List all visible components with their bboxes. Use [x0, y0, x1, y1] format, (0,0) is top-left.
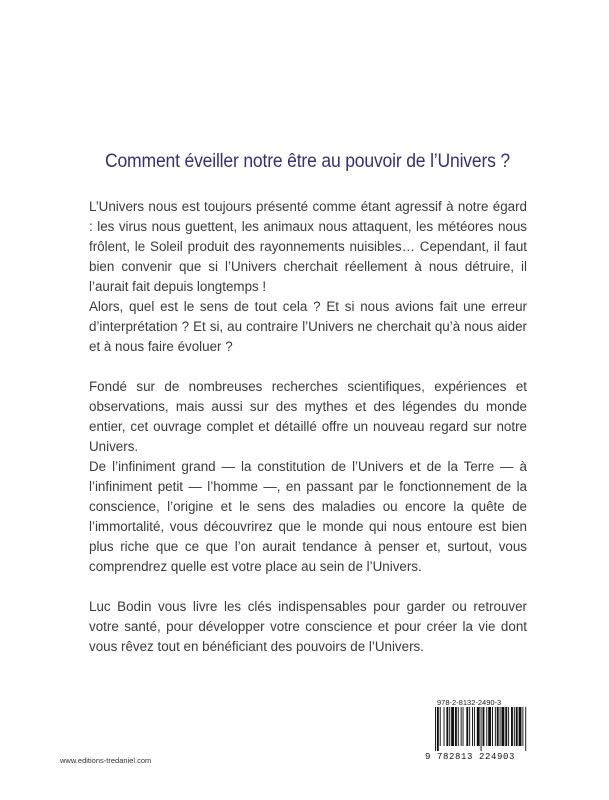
paragraph: Luc Bodin vous livre les clés indispensables pour garder ou retrouver votre santé, pour développer votre conscience et pour créer la vie dont vous rêvez tout en bénéficiant des pouvoirs de l’Univers. — [89, 599, 527, 654]
paragraph: Fondé sur de nombreuses recherches scientifiques, expériences et observations, mais aussi sur des mythes et des légendes du monde entier, cet ouvrage complet et détaillé offre un nouveau regard sur notre Univers. — [89, 379, 527, 454]
paragraph: De l’infiniment grand — la constitution de l’Univers et de la Terre — à l’infiniment petit — l’homme —, en passant par le fonctionnement de la conscience, l’origine et le sens des maladies ou encore la quête de l’immortalité, vous découvrirez que le monde qui nous entoure est bien plus riche que ce que l’on aurait tendance à penser et, surtout, vous comprendrez quelle est votre place au sein de l’Univers. — [89, 459, 527, 574]
barcode-icon — [433, 707, 549, 751]
page-title: Comment éveiller notre être au pouvoir de l’Univers ? — [104, 150, 511, 172]
paragraph: Alors, quel est le sens de tout cela ? Et si nous avions fait une erreur d’interprétation ? Et si, au contraire l’Univers ne cherchait qu’à nous aider et à nous faire évoluer ? — [89, 299, 527, 354]
paragraph: L’Univers nous est toujours présenté comme étant agressif à notre égard : les virus nous guettent, les animaux nous attaquent, les météores nous frôlent, le Soleil produit des rayonnements nuisibles… Cependant, il faut bien convenir que si l’Univers cherchait réellement à nous détruire, il l’aurait fait depuis longtemps ! — [89, 199, 527, 294]
publisher-website: www.editions-tredaniel.com — [60, 756, 152, 765]
barcode-digits: 9 782813 224903 — [425, 752, 516, 762]
isbn-label: 978-2-8132-2490-3 — [437, 698, 502, 707]
blurb — [89, 197, 527, 657]
